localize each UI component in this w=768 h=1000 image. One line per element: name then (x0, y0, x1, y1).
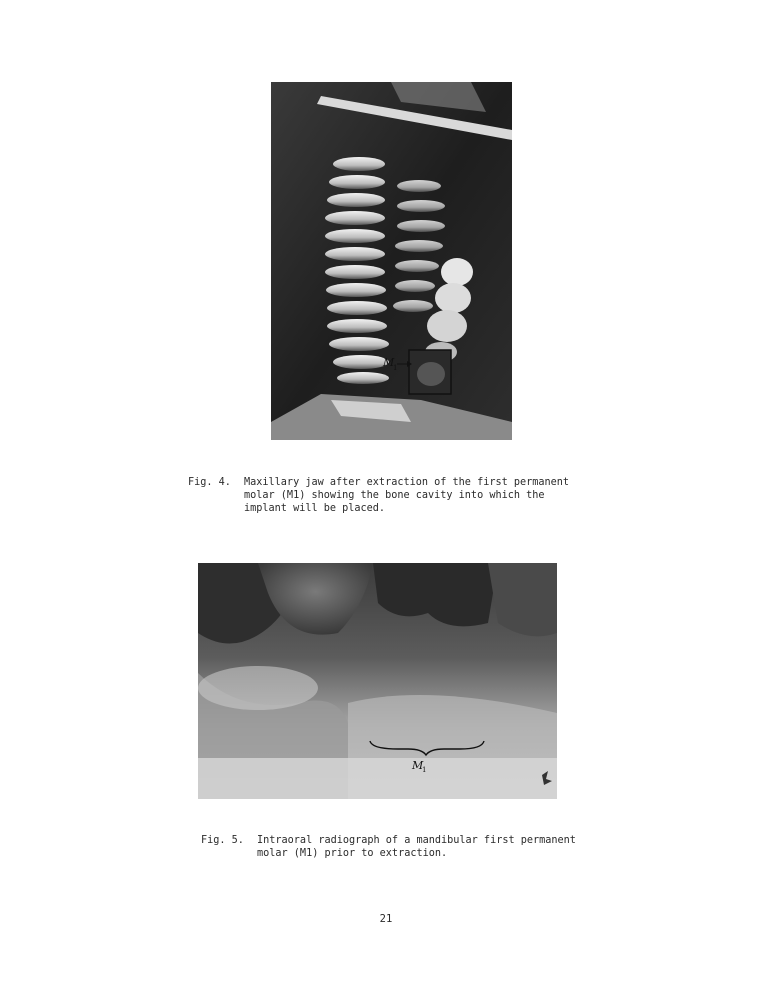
figure-4-caption (188, 476, 588, 516)
maxillary-jaw-photo (271, 82, 512, 440)
m1-annotation: M (412, 759, 424, 772)
figure-4-label: Fig. 4. (188, 477, 231, 488)
page-number: 21 (379, 913, 393, 925)
figure-5-caption-text: Intraoral radiograph of a mandibular first permanent molar (M1) prior to extraction. (257, 835, 576, 860)
svg-text:1: 1 (393, 364, 398, 372)
figure-4-photo (271, 82, 512, 440)
intraoral-radiograph (198, 563, 557, 799)
svg-text:1: 1 (422, 766, 427, 774)
figure-5-radiograph (198, 563, 557, 799)
m1-label: M (383, 356, 395, 369)
figure-5-caption (201, 834, 601, 860)
figure-5-label: Fig. 5. (201, 835, 244, 846)
figure-4-caption-text: Maxillary jaw after extraction of the first permanent molar (M1) showing the bone cavity into which the implant will be placed. (244, 477, 570, 515)
